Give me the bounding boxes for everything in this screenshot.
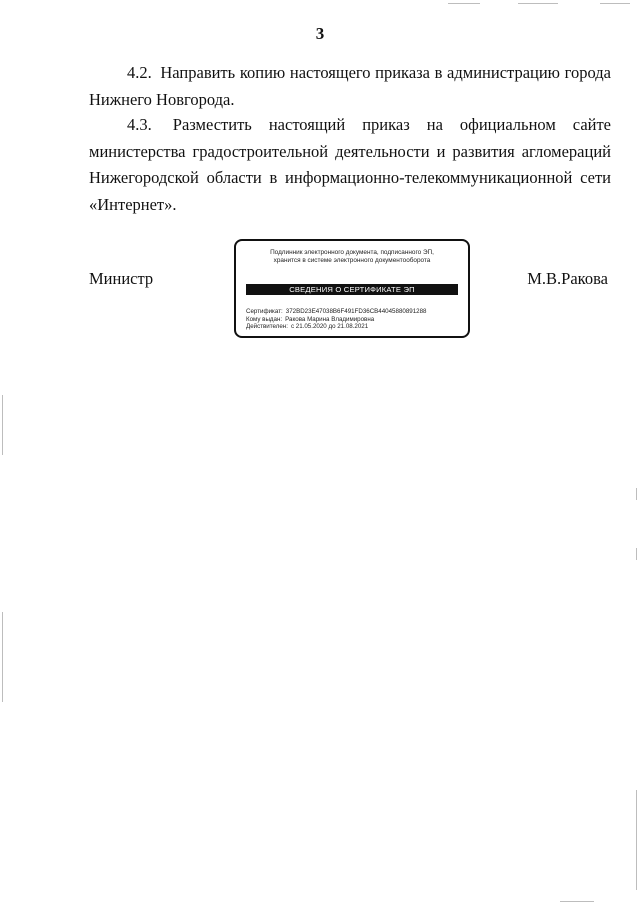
validity-label: Действителен: — [246, 323, 288, 330]
certificate-label: Сертификат: — [246, 308, 283, 315]
page-number: 3 — [315, 24, 325, 43]
scan-mark-left-1 — [2, 395, 3, 455]
stamp-header-line: Подлинник электронного документа, подписанного ЭП, — [270, 249, 434, 256]
scan-mark-right-2 — [636, 548, 637, 560]
certificate-value: 372BD23E47038B6F491FD36CB44045880891288 — [285, 308, 427, 315]
e-signature-stamp — [234, 239, 470, 338]
scan-mark-left-2 — [2, 612, 3, 702]
paragraph-text: Разместить настоящий приказ на официальном сайте министерства градостроительной деятельности и развития агломераций Нижегородской области в информационно-телекоммуникационной сети «Интернет». — [89, 115, 612, 214]
issued-to-row — [246, 316, 426, 324]
scan-mark-right-3 — [636, 790, 637, 890]
issued-to-label: Кому выдан: — [246, 315, 283, 323]
issued-to-value: Ракова Марина Владимировна — [285, 315, 375, 323]
signer-position: Министр — [89, 269, 154, 288]
signer-name: М.В.Ракова — [527, 269, 608, 288]
validity-row — [246, 323, 426, 331]
scan-mark-bottom — [560, 901, 594, 902]
scan-mark-top-1 — [448, 3, 480, 4]
paragraph-number: 4.3. — [127, 115, 152, 134]
stamp-details — [246, 308, 426, 331]
scan-mark-top-2 — [518, 3, 558, 4]
paragraph-number: 4.2. — [127, 63, 152, 82]
scan-mark-top-3 — [600, 3, 630, 4]
paragraph-4-3 — [89, 112, 611, 218]
paragraph-4-2 — [89, 60, 611, 113]
paragraph-text: Направить копию настоящего приказа в администрацию города Нижнего Новгорода. — [89, 63, 611, 109]
validity-value: с 21.05.2020 до 21.08.2021 — [290, 323, 369, 330]
scan-mark-right-1 — [636, 488, 637, 500]
stamp-header — [236, 249, 468, 265]
certificate-row — [246, 308, 426, 316]
stamp-title-bar: СВЕДЕНИЯ О СЕРТИФИКАТЕ ЭП — [246, 284, 458, 295]
stamp-header-line: хранится в системе электронного документооборота — [273, 257, 431, 264]
